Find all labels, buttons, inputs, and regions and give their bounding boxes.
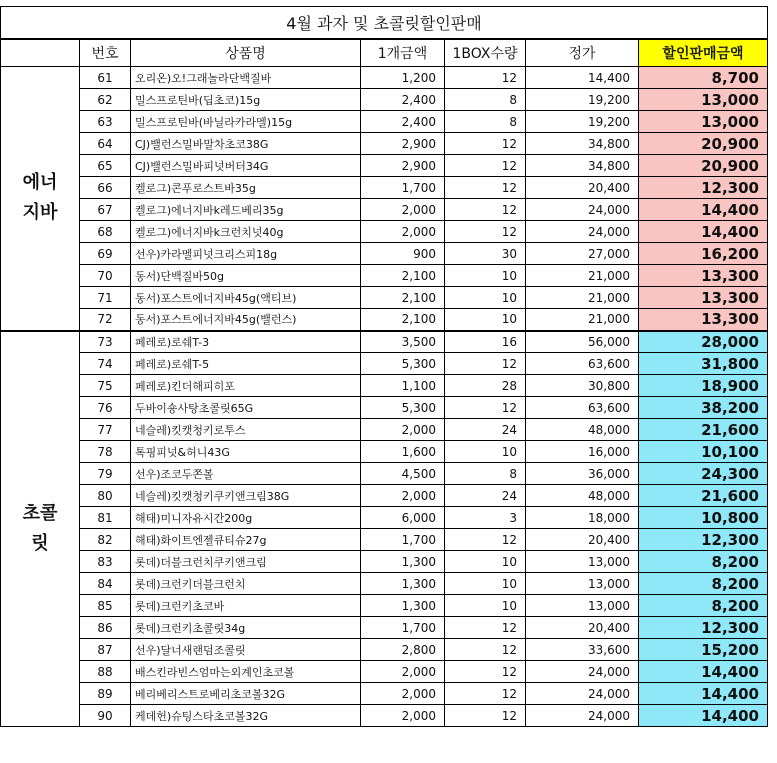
box-qty-cell[interactable]: 10 <box>445 595 526 617</box>
product-name-cell[interactable]: 케데헌)슈팅스타초코볼32G <box>131 705 361 727</box>
box-qty-cell[interactable]: 8 <box>445 111 526 133</box>
box-qty-cell[interactable]: 12 <box>445 133 526 155</box>
product-name-cell[interactable]: 동서)포스트에너지바45g(밸런스) <box>131 309 361 331</box>
unit-price-cell[interactable]: 900 <box>361 243 445 265</box>
box-qty-cell[interactable]: 10 <box>445 265 526 287</box>
box-qty-cell[interactable]: 12 <box>445 353 526 375</box>
sale-price-cell[interactable]: 20,900 <box>639 155 768 177</box>
unit-price-cell[interactable]: 2,400 <box>361 89 445 111</box>
list-price-cell[interactable]: 33,600 <box>526 639 639 661</box>
list-price-cell[interactable]: 24,000 <box>526 705 639 727</box>
unit-price-cell[interactable]: 4,500 <box>361 463 445 485</box>
unit-price-cell[interactable]: 6,000 <box>361 507 445 529</box>
table-row <box>1 463 768 485</box>
row-number-cell[interactable]: 63 <box>80 111 131 133</box>
sale-price-cell[interactable]: 12,300 <box>639 617 768 639</box>
product-name-cell[interactable]: 페레로)킨더해피히포 <box>131 375 361 397</box>
table-row <box>1 67 768 89</box>
product-name-cell[interactable]: 톡핑피넛&허니43G <box>131 441 361 463</box>
box-qty-cell[interactable]: 12 <box>445 639 526 661</box>
list-price-cell[interactable]: 20,400 <box>526 529 639 551</box>
list-price-cell[interactable]: 63,600 <box>526 397 639 419</box>
row-number-cell[interactable]: 80 <box>80 485 131 507</box>
table-row <box>1 617 768 639</box>
product-name-cell[interactable]: 선우)조코두쫀볼 <box>131 463 361 485</box>
product-name-cell[interactable]: CJ)밸런스밀바말차초코38G <box>131 133 361 155</box>
list-price-cell[interactable]: 19,200 <box>526 111 639 133</box>
list-price-cell[interactable]: 21,000 <box>526 309 639 331</box>
row-number-cell[interactable]: 77 <box>80 419 131 441</box>
sale-price-cell[interactable]: 13,000 <box>639 89 768 111</box>
unit-price-cell[interactable]: 2,900 <box>361 155 445 177</box>
table-row <box>1 661 768 683</box>
list-price-cell[interactable]: 13,000 <box>526 551 639 573</box>
row-number-cell[interactable]: 86 <box>80 617 131 639</box>
table-body <box>1 7 768 727</box>
table-row <box>1 529 768 551</box>
list-price-cell[interactable]: 13,000 <box>526 595 639 617</box>
product-name-cell[interactable]: 해태)미니자유시간200g <box>131 507 361 529</box>
table-row <box>1 485 768 507</box>
table-row <box>1 199 768 221</box>
product-name-cell[interactable]: 켈로그)콘푸로스트바35g <box>131 177 361 199</box>
table-row <box>1 243 768 265</box>
table-row <box>1 507 768 529</box>
category-cell[interactable] <box>1 331 80 727</box>
product-name-cell[interactable]: 선우)카라멜피넛크리스피18g <box>131 243 361 265</box>
sale-price-cell[interactable]: 10,100 <box>639 441 768 463</box>
box-qty-cell[interactable]: 12 <box>445 155 526 177</box>
row-number-cell[interactable]: 69 <box>80 243 131 265</box>
box-qty-cell[interactable]: 10 <box>445 573 526 595</box>
list-price-cell[interactable]: 21,000 <box>526 265 639 287</box>
sale-price-cell[interactable]: 21,600 <box>639 419 768 441</box>
table-row <box>1 397 768 419</box>
list-price-cell[interactable]: 20,400 <box>526 177 639 199</box>
header-list-price[interactable]: 정가 <box>526 39 639 67</box>
box-qty-cell[interactable]: 12 <box>445 529 526 551</box>
row-number-cell[interactable]: 89 <box>80 683 131 705</box>
sale-price-cell[interactable]: 15,200 <box>639 639 768 661</box>
unit-price-cell[interactable]: 2,000 <box>361 661 445 683</box>
list-price-cell[interactable]: 34,800 <box>526 133 639 155</box>
category-label: 릿 <box>31 532 49 554</box>
table-row <box>1 639 768 661</box>
box-qty-cell[interactable]: 10 <box>445 441 526 463</box>
table-row <box>1 221 768 243</box>
category-cell[interactable] <box>1 67 80 331</box>
sale-price-cell[interactable]: 10,800 <box>639 507 768 529</box>
product-name-cell[interactable]: 밀스프로틴바(딥초코)15g <box>131 89 361 111</box>
unit-price-cell[interactable]: 2,400 <box>361 111 445 133</box>
product-name-cell[interactable]: 해태)화이트엔젤큐티슈27g <box>131 529 361 551</box>
table-row <box>1 595 768 617</box>
category-label: 에너 <box>22 172 58 194</box>
product-name-cell[interactable]: 네슬레)킷캣청키쿠키앤크림38G <box>131 485 361 507</box>
list-price-cell[interactable]: 21,000 <box>526 287 639 309</box>
list-price-cell[interactable]: 63,600 <box>526 353 639 375</box>
row-number-cell[interactable]: 76 <box>80 397 131 419</box>
row-number-cell[interactable]: 72 <box>80 309 131 331</box>
unit-price-cell[interactable]: 5,300 <box>361 397 445 419</box>
product-name-cell[interactable]: 페레로)로쉐T-5 <box>131 353 361 375</box>
table-row <box>1 353 768 375</box>
table-row <box>1 89 768 111</box>
unit-price-cell[interactable]: 1,300 <box>361 595 445 617</box>
list-price-cell[interactable]: 30,800 <box>526 375 639 397</box>
unit-price-cell[interactable]: 5,300 <box>361 353 445 375</box>
box-qty-cell[interactable]: 12 <box>445 199 526 221</box>
box-qty-cell[interactable]: 10 <box>445 551 526 573</box>
product-name-cell[interactable]: 롯데)더블크런치쿠키앤크림 <box>131 551 361 573</box>
box-qty-cell[interactable]: 10 <box>445 309 526 331</box>
table-row <box>1 573 768 595</box>
list-price-cell[interactable]: 13,000 <box>526 573 639 595</box>
header-category[interactable] <box>1 39 80 67</box>
header-row <box>1 39 768 67</box>
sale-price-cell[interactable]: 8,200 <box>639 551 768 573</box>
row-number-cell[interactable]: 62 <box>80 89 131 111</box>
sale-price-cell[interactable]: 12,300 <box>639 177 768 199</box>
product-name-cell[interactable]: 페레로)로쉐T-3 <box>131 331 361 353</box>
table-row <box>1 133 768 155</box>
row-number-cell[interactable]: 79 <box>80 463 131 485</box>
sheet-title[interactable]: 4월 과자 및 초콜릿할인판매 <box>1 7 768 39</box>
unit-price-cell[interactable]: 2,000 <box>361 683 445 705</box>
list-price-cell[interactable]: 19,200 <box>526 89 639 111</box>
unit-price-cell[interactable]: 1,200 <box>361 67 445 89</box>
box-qty-cell[interactable]: 12 <box>445 221 526 243</box>
sale-price-cell[interactable]: 28,000 <box>639 331 768 353</box>
box-qty-cell[interactable]: 12 <box>445 617 526 639</box>
unit-price-cell[interactable]: 3,500 <box>361 331 445 353</box>
product-name-cell[interactable]: 켈로그)에너지바k레드베리35g <box>131 199 361 221</box>
product-name-cell[interactable]: CJ)밸런스밀바피넛버터34G <box>131 155 361 177</box>
row-number-cell[interactable]: 74 <box>80 353 131 375</box>
unit-price-cell[interactable]: 2,100 <box>361 265 445 287</box>
sale-price-cell[interactable]: 14,400 <box>639 661 768 683</box>
sale-price-cell[interactable]: 18,900 <box>639 375 768 397</box>
list-price-cell[interactable]: 48,000 <box>526 485 639 507</box>
row-number-cell[interactable]: 67 <box>80 199 131 221</box>
box-qty-cell[interactable]: 28 <box>445 375 526 397</box>
product-name-cell[interactable]: 롯데)크런키초코바 <box>131 595 361 617</box>
row-number-cell[interactable]: 64 <box>80 133 131 155</box>
table-row <box>1 331 768 353</box>
category-label: 초콜 <box>22 502 58 524</box>
header-no[interactable]: 번호 <box>80 39 131 67</box>
table-row <box>1 111 768 133</box>
header-unit-price[interactable]: 1개금액 <box>361 39 445 67</box>
list-price-cell[interactable]: 18,000 <box>526 507 639 529</box>
list-price-cell[interactable]: 34,800 <box>526 155 639 177</box>
sale-price-cell[interactable]: 16,200 <box>639 243 768 265</box>
row-number-cell[interactable]: 81 <box>80 507 131 529</box>
sale-price-cell[interactable]: 8,700 <box>639 67 768 89</box>
title-row <box>1 7 768 39</box>
box-qty-cell[interactable]: 24 <box>445 485 526 507</box>
header-sale-price[interactable]: 할인판매금액 <box>639 39 768 67</box>
unit-price-cell[interactable]: 2,100 <box>361 309 445 331</box>
sale-price-cell[interactable]: 8,200 <box>639 595 768 617</box>
row-number-cell[interactable]: 78 <box>80 441 131 463</box>
unit-price-cell[interactable]: 1,600 <box>361 441 445 463</box>
list-price-cell[interactable]: 36,000 <box>526 463 639 485</box>
row-number-cell[interactable]: 88 <box>80 661 131 683</box>
unit-price-cell[interactable]: 1,700 <box>361 617 445 639</box>
table-row <box>1 419 768 441</box>
sale-table <box>0 6 768 727</box>
product-name-cell[interactable]: 동서)단백질바50g <box>131 265 361 287</box>
sale-price-cell[interactable]: 13,300 <box>639 265 768 287</box>
unit-price-cell[interactable]: 2,000 <box>361 419 445 441</box>
row-number-cell[interactable]: 73 <box>80 331 131 353</box>
table-row <box>1 683 768 705</box>
sale-price-cell[interactable]: 14,400 <box>639 199 768 221</box>
list-price-cell[interactable]: 24,000 <box>526 661 639 683</box>
unit-price-cell[interactable]: 2,900 <box>361 133 445 155</box>
table-row <box>1 155 768 177</box>
sale-price-cell[interactable]: 13,300 <box>639 309 768 331</box>
product-name-cell[interactable]: 밀스프로틴바(바닐라카라멜)15g <box>131 111 361 133</box>
row-number-cell[interactable]: 65 <box>80 155 131 177</box>
box-qty-cell[interactable]: 16 <box>445 331 526 353</box>
sale-price-cell[interactable]: 13,300 <box>639 287 768 309</box>
product-name-cell[interactable]: 두바이숑사탕초콜릿65G <box>131 397 361 419</box>
list-price-cell[interactable]: 14,400 <box>526 67 639 89</box>
unit-price-cell[interactable]: 1,100 <box>361 375 445 397</box>
row-number-cell[interactable]: 70 <box>80 265 131 287</box>
box-qty-cell[interactable]: 8 <box>445 89 526 111</box>
sale-price-cell[interactable]: 31,800 <box>639 353 768 375</box>
list-price-cell[interactable]: 56,000 <box>526 331 639 353</box>
list-price-cell[interactable]: 20,400 <box>526 617 639 639</box>
product-name-cell[interactable]: 선우)달너새랜덤조콜릿 <box>131 639 361 661</box>
product-name-cell[interactable]: 네슬레)킷캣청키로투스 <box>131 419 361 441</box>
header-name[interactable]: 상품명 <box>131 39 361 67</box>
sale-price-cell[interactable]: 14,400 <box>639 705 768 727</box>
box-qty-cell[interactable]: 12 <box>445 661 526 683</box>
row-number-cell[interactable]: 85 <box>80 595 131 617</box>
list-price-cell[interactable]: 24,000 <box>526 199 639 221</box>
row-number-cell[interactable]: 61 <box>80 67 131 89</box>
row-number-cell[interactable]: 82 <box>80 529 131 551</box>
box-qty-cell[interactable]: 30 <box>445 243 526 265</box>
box-qty-cell[interactable]: 24 <box>445 419 526 441</box>
product-name-cell[interactable]: 베리베리스트로베리초코볼32G <box>131 683 361 705</box>
box-qty-cell[interactable]: 12 <box>445 705 526 727</box>
product-name-cell[interactable]: 롯데)크런키더블크런치 <box>131 573 361 595</box>
unit-price-cell[interactable]: 1,700 <box>361 529 445 551</box>
unit-price-cell[interactable]: 1,300 <box>361 551 445 573</box>
row-number-cell[interactable]: 87 <box>80 639 131 661</box>
row-number-cell[interactable]: 83 <box>80 551 131 573</box>
unit-price-cell[interactable]: 2,800 <box>361 639 445 661</box>
unit-price-cell[interactable]: 2,000 <box>361 485 445 507</box>
category-label: 지바 <box>22 202 58 224</box>
unit-price-cell[interactable]: 1,700 <box>361 177 445 199</box>
list-price-cell[interactable]: 48,000 <box>526 419 639 441</box>
table-row <box>1 441 768 463</box>
product-name-cell[interactable]: 동서)포스트에너지바45g(액티브) <box>131 287 361 309</box>
header-box-qty[interactable]: 1BOX수량 <box>445 39 526 67</box>
table-row <box>1 287 768 309</box>
sale-price-cell[interactable]: 8,200 <box>639 573 768 595</box>
sale-price-cell[interactable]: 12,300 <box>639 529 768 551</box>
row-number-cell[interactable]: 68 <box>80 221 131 243</box>
product-name-cell[interactable]: 배스킨라빈스엄마는외계인초코볼 <box>131 661 361 683</box>
table-row <box>1 375 768 397</box>
unit-price-cell[interactable]: 2,000 <box>361 705 445 727</box>
table-row <box>1 551 768 573</box>
sale-price-cell[interactable]: 21,600 <box>639 485 768 507</box>
row-number-cell[interactable]: 75 <box>80 375 131 397</box>
product-name-cell[interactable]: 켈로그)에너지바k크런치넛40g <box>131 221 361 243</box>
box-qty-cell[interactable]: 10 <box>445 287 526 309</box>
table-row <box>1 265 768 287</box>
unit-price-cell[interactable]: 1,300 <box>361 573 445 595</box>
sale-price-cell[interactable]: 20,900 <box>639 133 768 155</box>
box-qty-cell[interactable]: 12 <box>445 397 526 419</box>
product-name-cell[interactable]: 오리온)오!그래놀라단백질바 <box>131 67 361 89</box>
unit-price-cell[interactable]: 2,000 <box>361 221 445 243</box>
unit-price-cell[interactable]: 2,000 <box>361 199 445 221</box>
sale-price-cell[interactable]: 24,300 <box>639 463 768 485</box>
box-qty-cell[interactable]: 8 <box>445 463 526 485</box>
box-qty-cell[interactable]: 12 <box>445 683 526 705</box>
box-qty-cell[interactable]: 3 <box>445 507 526 529</box>
list-price-cell[interactable]: 16,000 <box>526 441 639 463</box>
table-row <box>1 177 768 199</box>
sale-price-cell[interactable]: 14,400 <box>639 221 768 243</box>
list-price-cell[interactable]: 24,000 <box>526 221 639 243</box>
product-name-cell[interactable]: 롯데)크런키초콜릿34g <box>131 617 361 639</box>
table-row <box>1 309 768 331</box>
box-qty-cell[interactable]: 12 <box>445 177 526 199</box>
sale-price-cell[interactable]: 13,000 <box>639 111 768 133</box>
row-number-cell[interactable]: 84 <box>80 573 131 595</box>
row-number-cell[interactable]: 66 <box>80 177 131 199</box>
unit-price-cell[interactable]: 2,100 <box>361 287 445 309</box>
row-number-cell[interactable]: 90 <box>80 705 131 727</box>
box-qty-cell[interactable]: 12 <box>445 67 526 89</box>
sale-price-cell[interactable]: 38,200 <box>639 397 768 419</box>
sale-price-cell[interactable]: 14,400 <box>639 683 768 705</box>
list-price-cell[interactable]: 27,000 <box>526 243 639 265</box>
row-number-cell[interactable]: 71 <box>80 287 131 309</box>
table-row <box>1 705 768 727</box>
list-price-cell[interactable]: 24,000 <box>526 683 639 705</box>
